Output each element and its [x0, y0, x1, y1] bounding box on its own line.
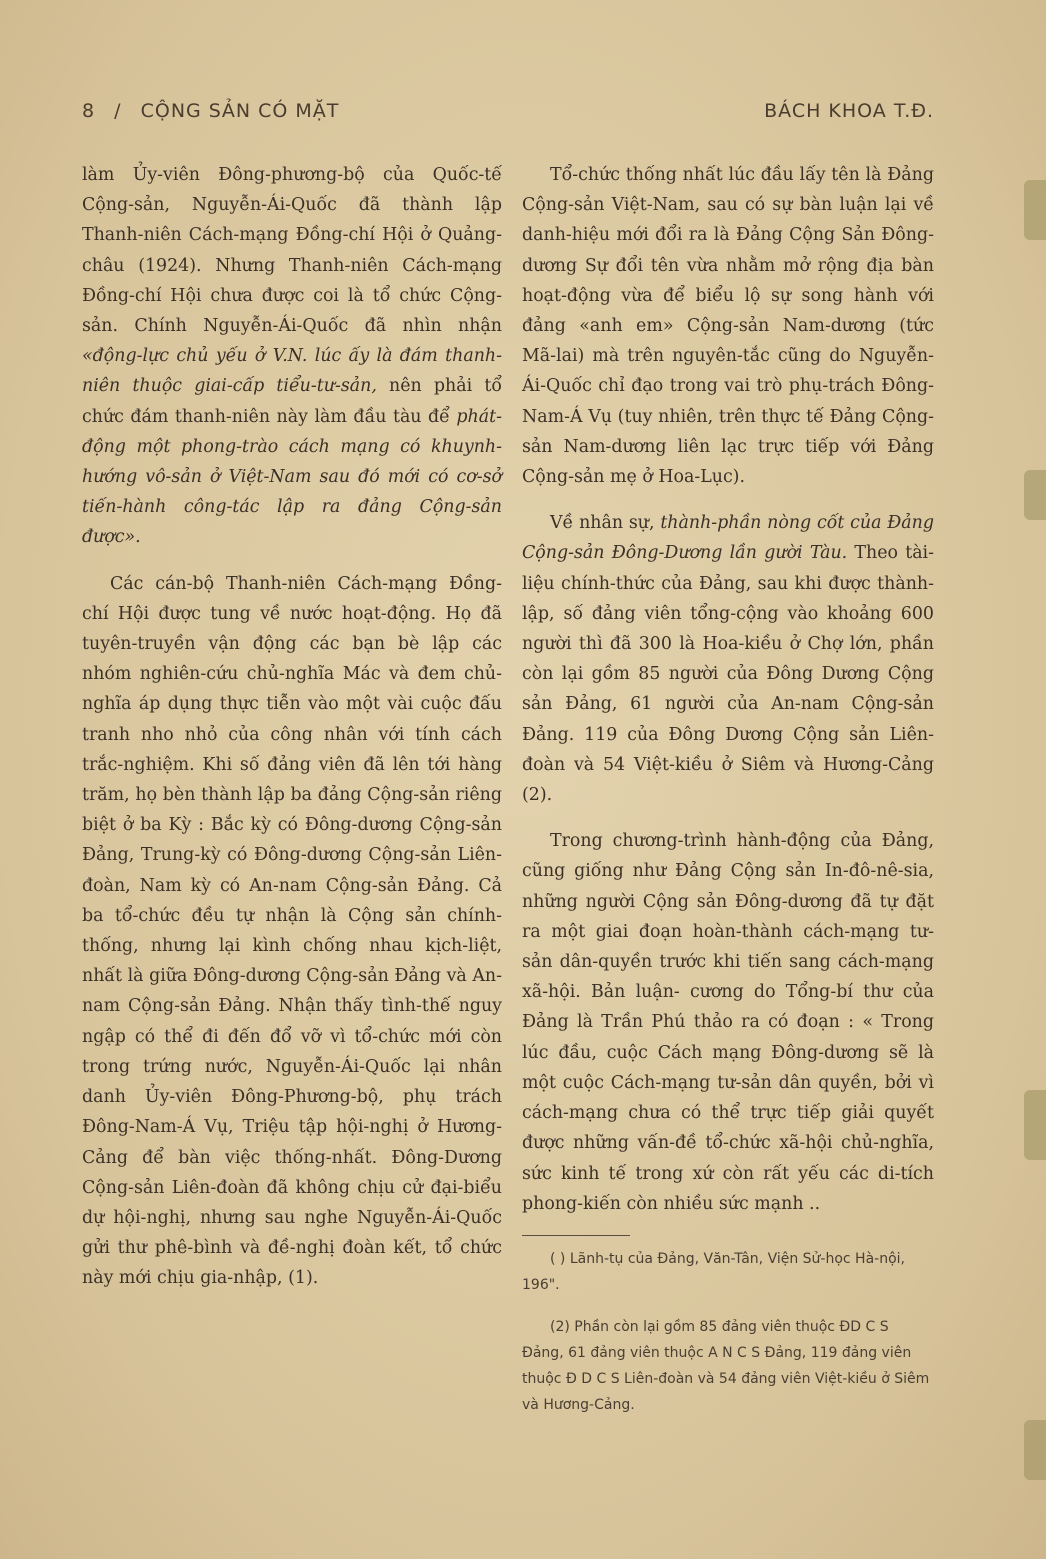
magazine-title: BÁCH KHOA T.Đ. — [764, 100, 934, 122]
footnote: ( ) Lãnh-tụ của Đảng, Văn-Tân, Viện Sử-học Hà-nội, 196". — [522, 1250, 905, 1293]
paragraph: Các cán-bộ Thanh-niên Cách-mạng Đồng-chí Hội được tung về nước hoạt-động. Họ đã tuyên-truyền vận động các bạn bè lập các nhóm nghiên-cứu chủ-nghĩa Mác và đem chủ-nghĩa áp dụng thực tiễn vào một vài cuộc đấu tranh nho nhỏ của công nhân với tính cách trắc-nghiệm. Khi số đảng viên đã lên tới hàng trăm, họ bèn thành lập ba đảng Cộng-sản riêng biệt ở ba Kỳ : Bắc kỳ có Đông-dương Cộng-sản Đảng, Trung-kỳ có Đông-dương Cộng-sản Liên-đoàn, Nam kỳ có An-nam Cộng-sản Đảng. Cả ba tổ-chức đều tự nhận là Cộng sản chính-thống, nhưng lại kình chống nhau kịch-liệt, nhất là giữa Đông-dương Cộng-sản Đảng và An-nam Cộng-sản Đảng. Nhận thấy tình-thế nguy ngập có thể đi đến đổ vỡ vì tổ-chức mới còn trong trứng nước, Nguyễn-Ái-Quốc lại nhân danh Ủy-viên Đông-Phương-bộ, phụ trách Đông-Nam-Á Vụ, Triệu tập hội-nghị ở Hương-Cảng để bàn việc thống-nhất. Đông-Dương Cộng-sản Liên-đoàn đã không chịu cử đại-biểu dự hội-nghị, nhưng sau nghe Nguyễn-Ái-Quốc gửi thư phê-bình và đề-nghị đoàn kết, tổ chức này mới chịu gia-nhập, (1). — [82, 573, 502, 1289]
right-column — [522, 160, 934, 1434]
page-edge-stain — [1024, 470, 1046, 520]
paragraph: Trong chương-trình hành-động của Đảng, cũng giống như Đảng Cộng sản In-đô-nê-sia, những người Cộng sản Đông-dương đã tự đặt ra một giai đoạn hoàn-thành cách-mạng tư-sản dân-quyền trước khi tiến sang cách-mạng xã-hội. Bản luận- cương do Tổng-bí thư của Đảng là Trần Phú thảo ra có đoạn : « Trong lúc đầu, cuộc Cách mạng Đông-dương sẽ là một cuộc Cách-mạng tư-sản dân quyền, bởi vì cách-mạng chưa có thể trực tiếp giải quyết được những vấn-đề tổ-chức xã-hội chủ-nghĩa, sức kinh tế trong xứ còn rất yếu các di-tích phong-kiến còn nhiều sức mạnh .. — [522, 831, 934, 1214]
page-number: 8 — [82, 100, 96, 122]
header-separator: / — [114, 100, 122, 122]
header-left — [82, 100, 351, 122]
paragraph: Về nhân sự, thành-phần nòng cốt của Đảng Cộng-sản Đông-Dương lần gười Tàu. Theo tài-liệu chính-thức của Đảng, sau khi được thành-lập, số đảng viên tổng-cộng vào khoảng 600 người thì đã 300 là Hoa-kiều ở Chợ lớn, phần còn lại gồm 85 người của Đông Dương Cộng sản Đảng, 61 người của An-nam Cộng-sản Đảng. 119 của Đông Dương Cộng sản Liên-đoàn và 54 Việt-kiều ở Siêm và Hương-Cảng (2). — [522, 513, 934, 806]
italic-quote: «động-lực chủ yếu ở V.N. lúc ấy là đám thanh-niên thuộc giai-cấp tiểu-tư-sản, — [82, 346, 502, 397]
left-column — [82, 160, 502, 1310]
page-edge-stain — [1024, 180, 1046, 240]
italic-quote: phát-động một phong-trào cách mạng có khuynh-hướng vô-sản ở Việt-Nam sau đó mới có cơ-sở tiến-hành công-tác lập ra đảng Cộng-sản được». — [82, 406, 502, 548]
section-title: CỘNG SẢN CÓ MẶT — [140, 100, 340, 122]
footnote-divider — [522, 1235, 630, 1236]
footnote: (2) Phần còn lại gồm 85 đảng viên thuộc ĐD C S Đảng, 61 đảng viên thuộc A N C S Đảng, 119 đảng viên thuộc Đ D C S Liên-đoàn và 54 đảng viên Việt-kiều ở Siêm và Hương-Cảng. — [522, 1318, 930, 1413]
running-header — [82, 100, 934, 136]
page-edge-stain — [1024, 1420, 1046, 1480]
page-edge-stain — [1024, 1090, 1046, 1160]
paragraph: Tổ-chức thống nhất lúc đầu lấy tên là Đảng Cộng-sản Việt-Nam, sau có sự bàn luận lại về danh-hiệu mới đổi ra là Đảng Cộng Sản Đông-dương Sự đổi tên vừa nhằm mở rộng địa bàn hoạt-động vừa để biểu lộ sự song hành với đảng «anh em» Cộng-sản Nam-dương (tức Mã-lai) mà trên nguyên-tắc cũng do Nguyễn-Ái-Quốc chỉ đạo trong vai trò phụ-trách Đông-Nam-Á Vụ (tuy nhiên, trên thực tế Đảng Cộng-sản Nam-dương liên lạc trực tiếp với Đảng Cộng-sản mẹ ở Hoa-Lục). — [522, 165, 934, 488]
italic-phrase: thành-phần nòng cốt của Đảng Cộng-sản Đông-Dương lần gười Tàu. — [522, 513, 934, 564]
paragraph: làm Ủy-viên Đông-phương-bộ của Quốc-tế Cộng-sản, Nguyễn-Ái-Quốc đã thành lập Thanh-niên Cách-mạng Đồng-chí Hội ở Quảng-châu (1924). Nhưng Thanh-niên Cách-mạng Đồng-chí Hội chưa được coi là tổ chức Cộng-sản. Chính Nguyễn-Ái-Quốc đã nhìn nhận «động-lực chủ yếu ở V.N. lúc ấy là đám thanh-niên thuộc giai-cấp tiểu-tư-sản, nên phải tổ chức đám thanh-niên này làm đầu tàu để phát-động một phong-trào cách mạng có khuynh-hướng vô-sản ở Việt-Nam sau đó mới có cơ-sở tiến-hành công-tác lập ra đảng Cộng-sản được». — [82, 165, 502, 548]
